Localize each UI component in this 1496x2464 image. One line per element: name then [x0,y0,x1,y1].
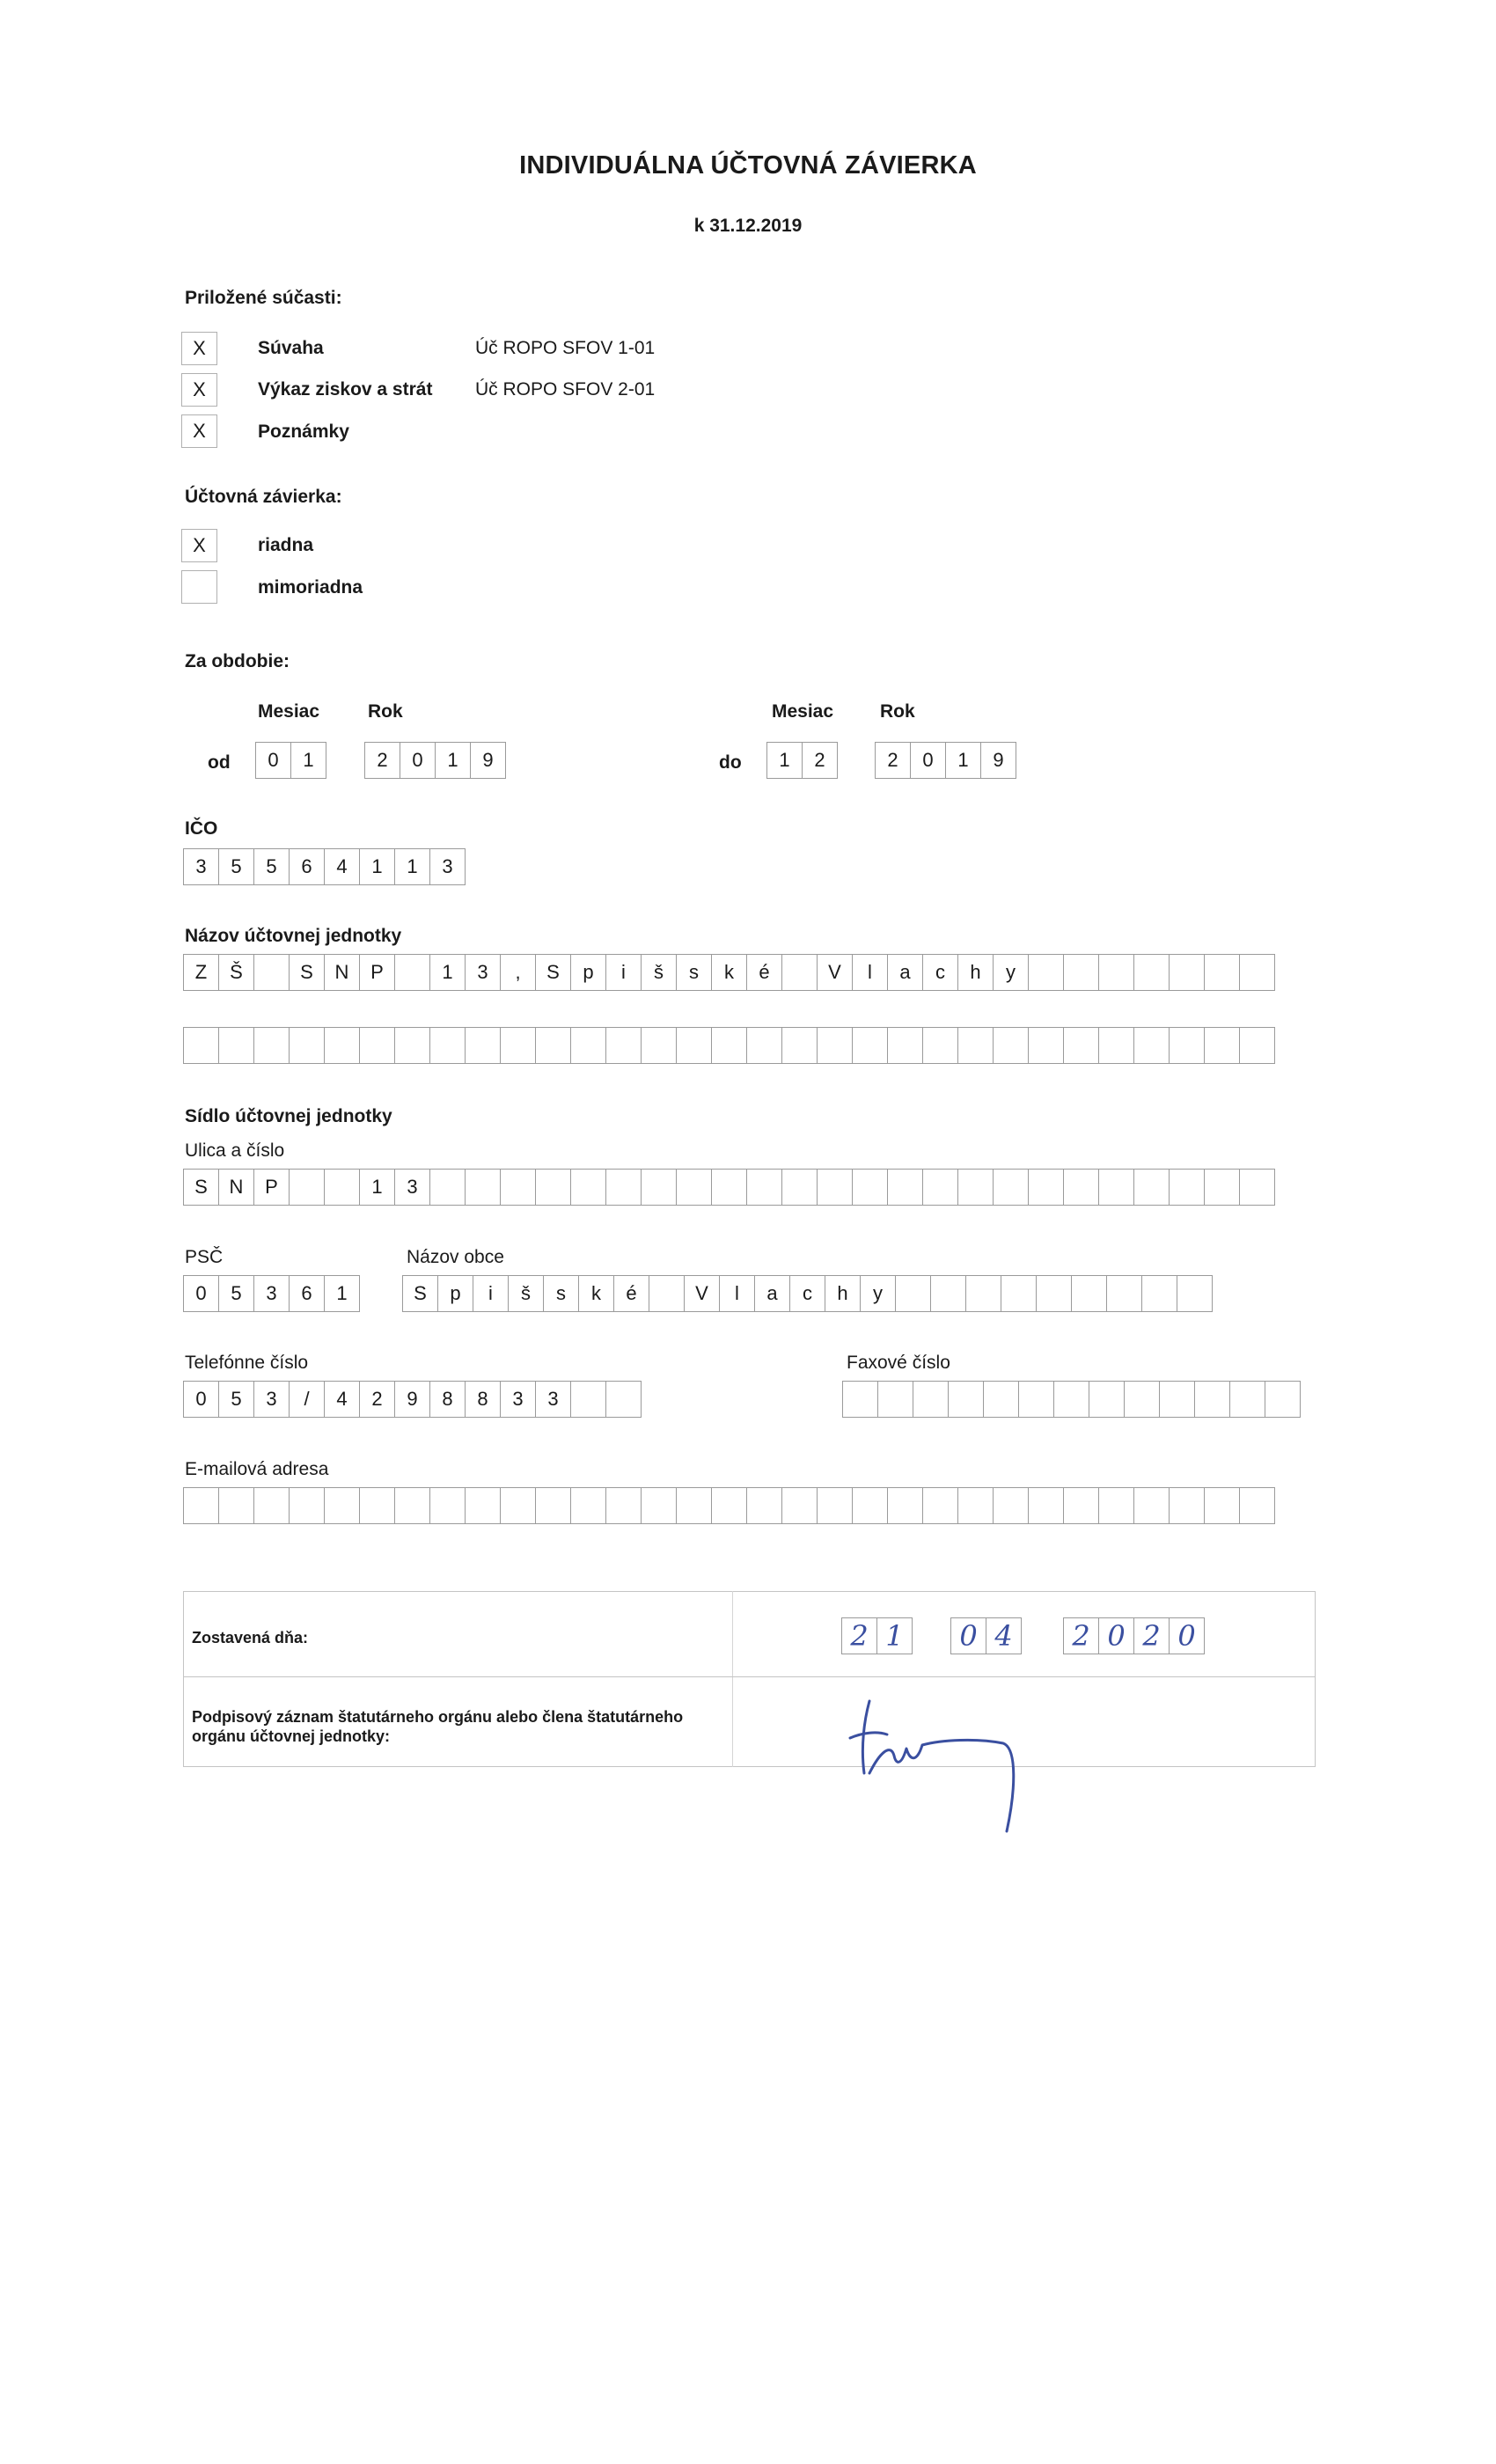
char-cell [781,1027,818,1064]
city-label: Názov obce [407,1247,504,1267]
char-cell [913,1381,949,1418]
char-cell [1229,1381,1265,1418]
char-cell [817,1169,853,1206]
char-cell [465,1027,501,1064]
attachment-label-vykaz: Výkaz ziskov a strát [258,379,433,400]
char-cell: P [359,954,395,991]
char-cell: h [957,954,994,991]
char-cell [817,1487,853,1524]
char-cell [1028,954,1064,991]
signature-block-divider [732,1591,733,1767]
char-cell [570,1027,606,1064]
char-cell: a [754,1275,790,1312]
char-cell [1177,1275,1213,1312]
char-cell: l [852,954,888,991]
attachments-heading: Priložené súčasti: [185,288,342,308]
char-cell: y [860,1275,896,1312]
digit-cell: 1 [290,742,326,779]
char-cell [957,1487,994,1524]
char-cell [1169,1169,1205,1206]
char-cell [324,1027,360,1064]
char-cell [781,1169,818,1206]
digit-cell: 4 [986,1617,1022,1654]
char-cell: V [817,954,853,991]
char-cell: S [183,1169,219,1206]
char-cell: 3 [253,1381,290,1418]
char-cell: c [789,1275,825,1312]
statement-checkbox-mimoriadna[interactable] [181,570,217,604]
char-cell [1141,1275,1177,1312]
char-cell [1159,1381,1195,1418]
compiled-year-field[interactable] [1063,1617,1204,1654]
attachment-checkbox-vykaz[interactable]: X [181,373,217,407]
digit-cell: 1 [435,742,471,779]
digit-cell: 0 [255,742,291,779]
char-cell [781,954,818,991]
char-cell: k [578,1275,614,1312]
fax-label: Faxové číslo [847,1353,950,1373]
char-cell [711,1027,747,1064]
char-cell: 5 [253,848,290,885]
char-cell [1028,1027,1064,1064]
char-cell: 1 [429,954,466,991]
char-cell: a [887,954,923,991]
attachment-label-poznamky: Poznámky [258,422,349,442]
address-heading: Sídlo účtovnej jednotky [185,1106,392,1126]
char-cell [1098,1487,1134,1524]
char-cell [676,1487,712,1524]
char-cell: 4 [324,1381,360,1418]
char-cell: é [746,954,782,991]
char-cell: 3 [535,1381,571,1418]
char-cell [253,1487,290,1524]
char-cell [1098,1169,1134,1206]
char-cell: 1 [324,1275,360,1312]
char-cell [359,1027,395,1064]
char-cell [711,1487,747,1524]
char-cell [842,1381,878,1418]
char-cell: , [500,954,536,991]
digit-cell: 2 [841,1617,877,1654]
to-year-label: Rok [880,701,915,722]
char-cell [1204,1027,1240,1064]
char-cell: 3 [253,1275,290,1312]
to-month-label: Mesiac [772,701,834,722]
document-date: k 31.12.2019 [693,216,803,236]
ico-field[interactable] [183,848,465,885]
statement-type-heading: Účtovná závierka: [185,487,342,507]
char-cell: 3 [394,1169,430,1206]
compiled-date-label: Zostavená dňa: [192,1629,309,1646]
char-cell [500,1169,536,1206]
char-cell: 1 [359,848,395,885]
attachment-checkbox-poznamky[interactable]: X [181,414,217,448]
email-label: E-mailová adresa [185,1459,329,1479]
char-cell [1204,1169,1240,1206]
char-cell [922,1487,958,1524]
char-cell [676,1027,712,1064]
attachment-code-suvaha: Úč ROPO SFOV 1-01 [475,338,656,358]
char-cell [1036,1275,1072,1312]
char-cell [877,1381,913,1418]
signature-block-row-divider [183,1676,1316,1677]
char-cell: 2 [359,1381,395,1418]
to-label: do [719,752,742,773]
char-cell [324,1487,360,1524]
char-cell [887,1169,923,1206]
char-cell [535,1487,571,1524]
digit-cell: 1 [876,1617,913,1654]
char-cell [649,1275,685,1312]
signature-label: Podpisový záznam štatutárneho orgánu alebo člena štatutárneho orgánu účtovnej jednotky: [192,1708,684,1745]
char-cell: / [289,1381,325,1418]
char-cell: i [473,1275,509,1312]
char-cell [1239,954,1275,991]
char-cell [535,1169,571,1206]
char-cell [570,1381,606,1418]
char-cell [183,1027,219,1064]
char-cell [993,1487,1029,1524]
char-cell: 5 [218,1381,254,1418]
char-cell [1053,1381,1089,1418]
digit-cell: 2 [875,742,911,779]
char-cell [1063,1027,1099,1064]
attachment-label-suvaha: Súvaha [258,338,324,358]
char-cell [887,1027,923,1064]
char-cell: i [605,954,642,991]
char-cell: p [437,1275,473,1312]
char-cell [993,1027,1029,1064]
char-cell: s [543,1275,579,1312]
psc-label: PSČ [185,1247,224,1267]
char-cell [711,1169,747,1206]
char-cell: 3 [183,848,219,885]
char-cell [1028,1169,1064,1206]
char-cell: k [711,954,747,991]
handwritten-signature [845,1685,1038,1844]
char-cell [746,1487,782,1524]
char-cell [965,1275,1001,1312]
from-year-label: Rok [368,701,403,722]
char-cell: 3 [429,848,466,885]
attachment-checkbox-suvaha[interactable]: X [181,332,217,365]
char-cell [605,1487,642,1524]
char-cell: Z [183,954,219,991]
char-cell: N [324,954,360,991]
digit-cell: 0 [1169,1617,1205,1654]
char-cell [948,1381,984,1418]
char-cell [394,1487,430,1524]
char-cell: N [218,1169,254,1206]
char-cell: l [719,1275,755,1312]
street-field[interactable] [183,1169,1274,1206]
char-cell [1169,1027,1205,1064]
char-cell [1239,1487,1275,1524]
char-cell [1063,954,1099,991]
char-cell: y [993,954,1029,991]
from-year-field[interactable] [364,742,505,779]
char-cell [852,1169,888,1206]
char-cell [922,1169,958,1206]
fax-field[interactable] [842,1381,1300,1418]
char-cell [1106,1275,1142,1312]
char-cell [605,1381,642,1418]
to-year-field[interactable] [875,742,1016,779]
to-month-field[interactable] [766,742,837,779]
char-cell [289,1487,325,1524]
char-cell [535,1027,571,1064]
char-cell: 5 [218,1275,254,1312]
statement-label-riadna: riadna [258,535,314,555]
char-cell [922,1027,958,1064]
char-cell: 8 [429,1381,466,1418]
char-cell: š [641,954,677,991]
char-cell: 0 [183,1381,219,1418]
char-cell [500,1487,536,1524]
digit-cell: 1 [945,742,981,779]
document-title: INDIVIDUÁLNA ÚČTOVNÁ ZÁVIERKA [519,151,977,180]
phone-field[interactable] [183,1381,641,1418]
unit-name-label: Názov účtovnej jednotky [185,926,402,946]
char-cell [1133,1027,1170,1064]
attachment-code-vykaz: Úč ROPO SFOV 2-01 [475,379,656,400]
char-cell [930,1275,966,1312]
email-field[interactable] [183,1487,1274,1524]
char-cell [1133,1487,1170,1524]
char-cell [641,1487,677,1524]
char-cell: c [922,954,958,991]
char-cell [253,954,290,991]
char-cell [957,1027,994,1064]
char-cell [570,1169,606,1206]
char-cell: 1 [359,1169,395,1206]
char-cell [817,1027,853,1064]
char-cell [183,1487,219,1524]
char-cell [429,1487,466,1524]
char-cell [1063,1487,1099,1524]
char-cell [957,1169,994,1206]
digit-cell: 0 [910,742,946,779]
digit-cell: 2 [1133,1617,1170,1654]
digit-cell: 9 [470,742,506,779]
char-cell [983,1381,1019,1418]
char-cell [746,1027,782,1064]
char-cell [289,1169,325,1206]
char-cell: 8 [465,1381,501,1418]
char-cell: 3 [465,954,501,991]
char-cell [289,1027,325,1064]
char-cell: 1 [394,848,430,885]
char-cell [1204,1487,1240,1524]
statement-checkbox-riadna[interactable]: X [181,529,217,562]
char-cell [1265,1381,1301,1418]
char-cell [746,1169,782,1206]
char-cell: S [402,1275,438,1312]
digit-cell: 1 [766,742,803,779]
psc-field[interactable] [183,1275,359,1312]
char-cell [1239,1027,1275,1064]
char-cell [394,1027,430,1064]
char-cell: S [289,954,325,991]
compiled-month-field[interactable] [950,1617,1021,1654]
char-cell [1063,1169,1099,1206]
char-cell: p [570,954,606,991]
char-cell: s [676,954,712,991]
ico-label: IČO [185,818,218,839]
char-cell [1204,954,1240,991]
statement-label-mimoriadna: mimoriadna [258,577,363,598]
char-cell [993,1169,1029,1206]
digit-cell: 2 [1063,1617,1099,1654]
char-cell: 5 [218,848,254,885]
unit-name-field-row1[interactable] [183,954,1274,991]
digit-cell: 0 [400,742,436,779]
char-cell [1239,1169,1275,1206]
digit-cell: 9 [980,742,1016,779]
char-cell [1194,1381,1230,1418]
char-cell [605,1169,642,1206]
char-cell [852,1487,888,1524]
char-cell: š [508,1275,544,1312]
char-cell [1133,1169,1170,1206]
char-cell [605,1027,642,1064]
from-month-field[interactable] [255,742,326,779]
char-cell [1018,1381,1054,1418]
phone-label: Telefónne číslo [185,1353,309,1373]
char-cell [1071,1275,1107,1312]
char-cell [887,1487,923,1524]
char-cell [465,1487,501,1524]
char-cell [465,1169,501,1206]
char-cell [641,1027,677,1064]
char-cell [359,1487,395,1524]
compiled-day-field[interactable] [841,1617,912,1654]
char-cell [1133,954,1170,991]
char-cell [429,1169,466,1206]
char-cell [218,1027,254,1064]
city-field[interactable] [402,1275,1212,1312]
char-cell [253,1027,290,1064]
unit-name-field-row2[interactable] [183,1027,1274,1064]
char-cell [1098,1027,1134,1064]
char-cell [500,1027,536,1064]
char-cell [895,1275,931,1312]
char-cell: é [613,1275,649,1312]
from-month-label: Mesiac [258,701,320,722]
char-cell [324,1169,360,1206]
period-heading: Za obdobie: [185,651,290,671]
char-cell [676,1169,712,1206]
char-cell: 6 [289,848,325,885]
char-cell: 6 [289,1275,325,1312]
street-label: Ulica a číslo [185,1140,285,1161]
char-cell: 0 [183,1275,219,1312]
char-cell: S [535,954,571,991]
char-cell: Š [218,954,254,991]
digit-cell: 2 [364,742,400,779]
char-cell [641,1169,677,1206]
digit-cell: 0 [1098,1617,1134,1654]
char-cell [1169,1487,1205,1524]
digit-cell: 0 [950,1617,986,1654]
from-label: od [208,752,231,773]
char-cell: 4 [324,848,360,885]
char-cell [570,1487,606,1524]
char-cell [852,1027,888,1064]
char-cell: P [253,1169,290,1206]
char-cell [1028,1487,1064,1524]
char-cell [1124,1381,1160,1418]
char-cell [1098,954,1134,991]
digit-cell: 2 [802,742,838,779]
char-cell [429,1027,466,1064]
char-cell [1169,954,1205,991]
char-cell [781,1487,818,1524]
char-cell: 9 [394,1381,430,1418]
char-cell [218,1487,254,1524]
char-cell [1001,1275,1037,1312]
char-cell: V [684,1275,720,1312]
char-cell [1089,1381,1125,1418]
char-cell: 3 [500,1381,536,1418]
char-cell [394,954,430,991]
char-cell: h [825,1275,861,1312]
